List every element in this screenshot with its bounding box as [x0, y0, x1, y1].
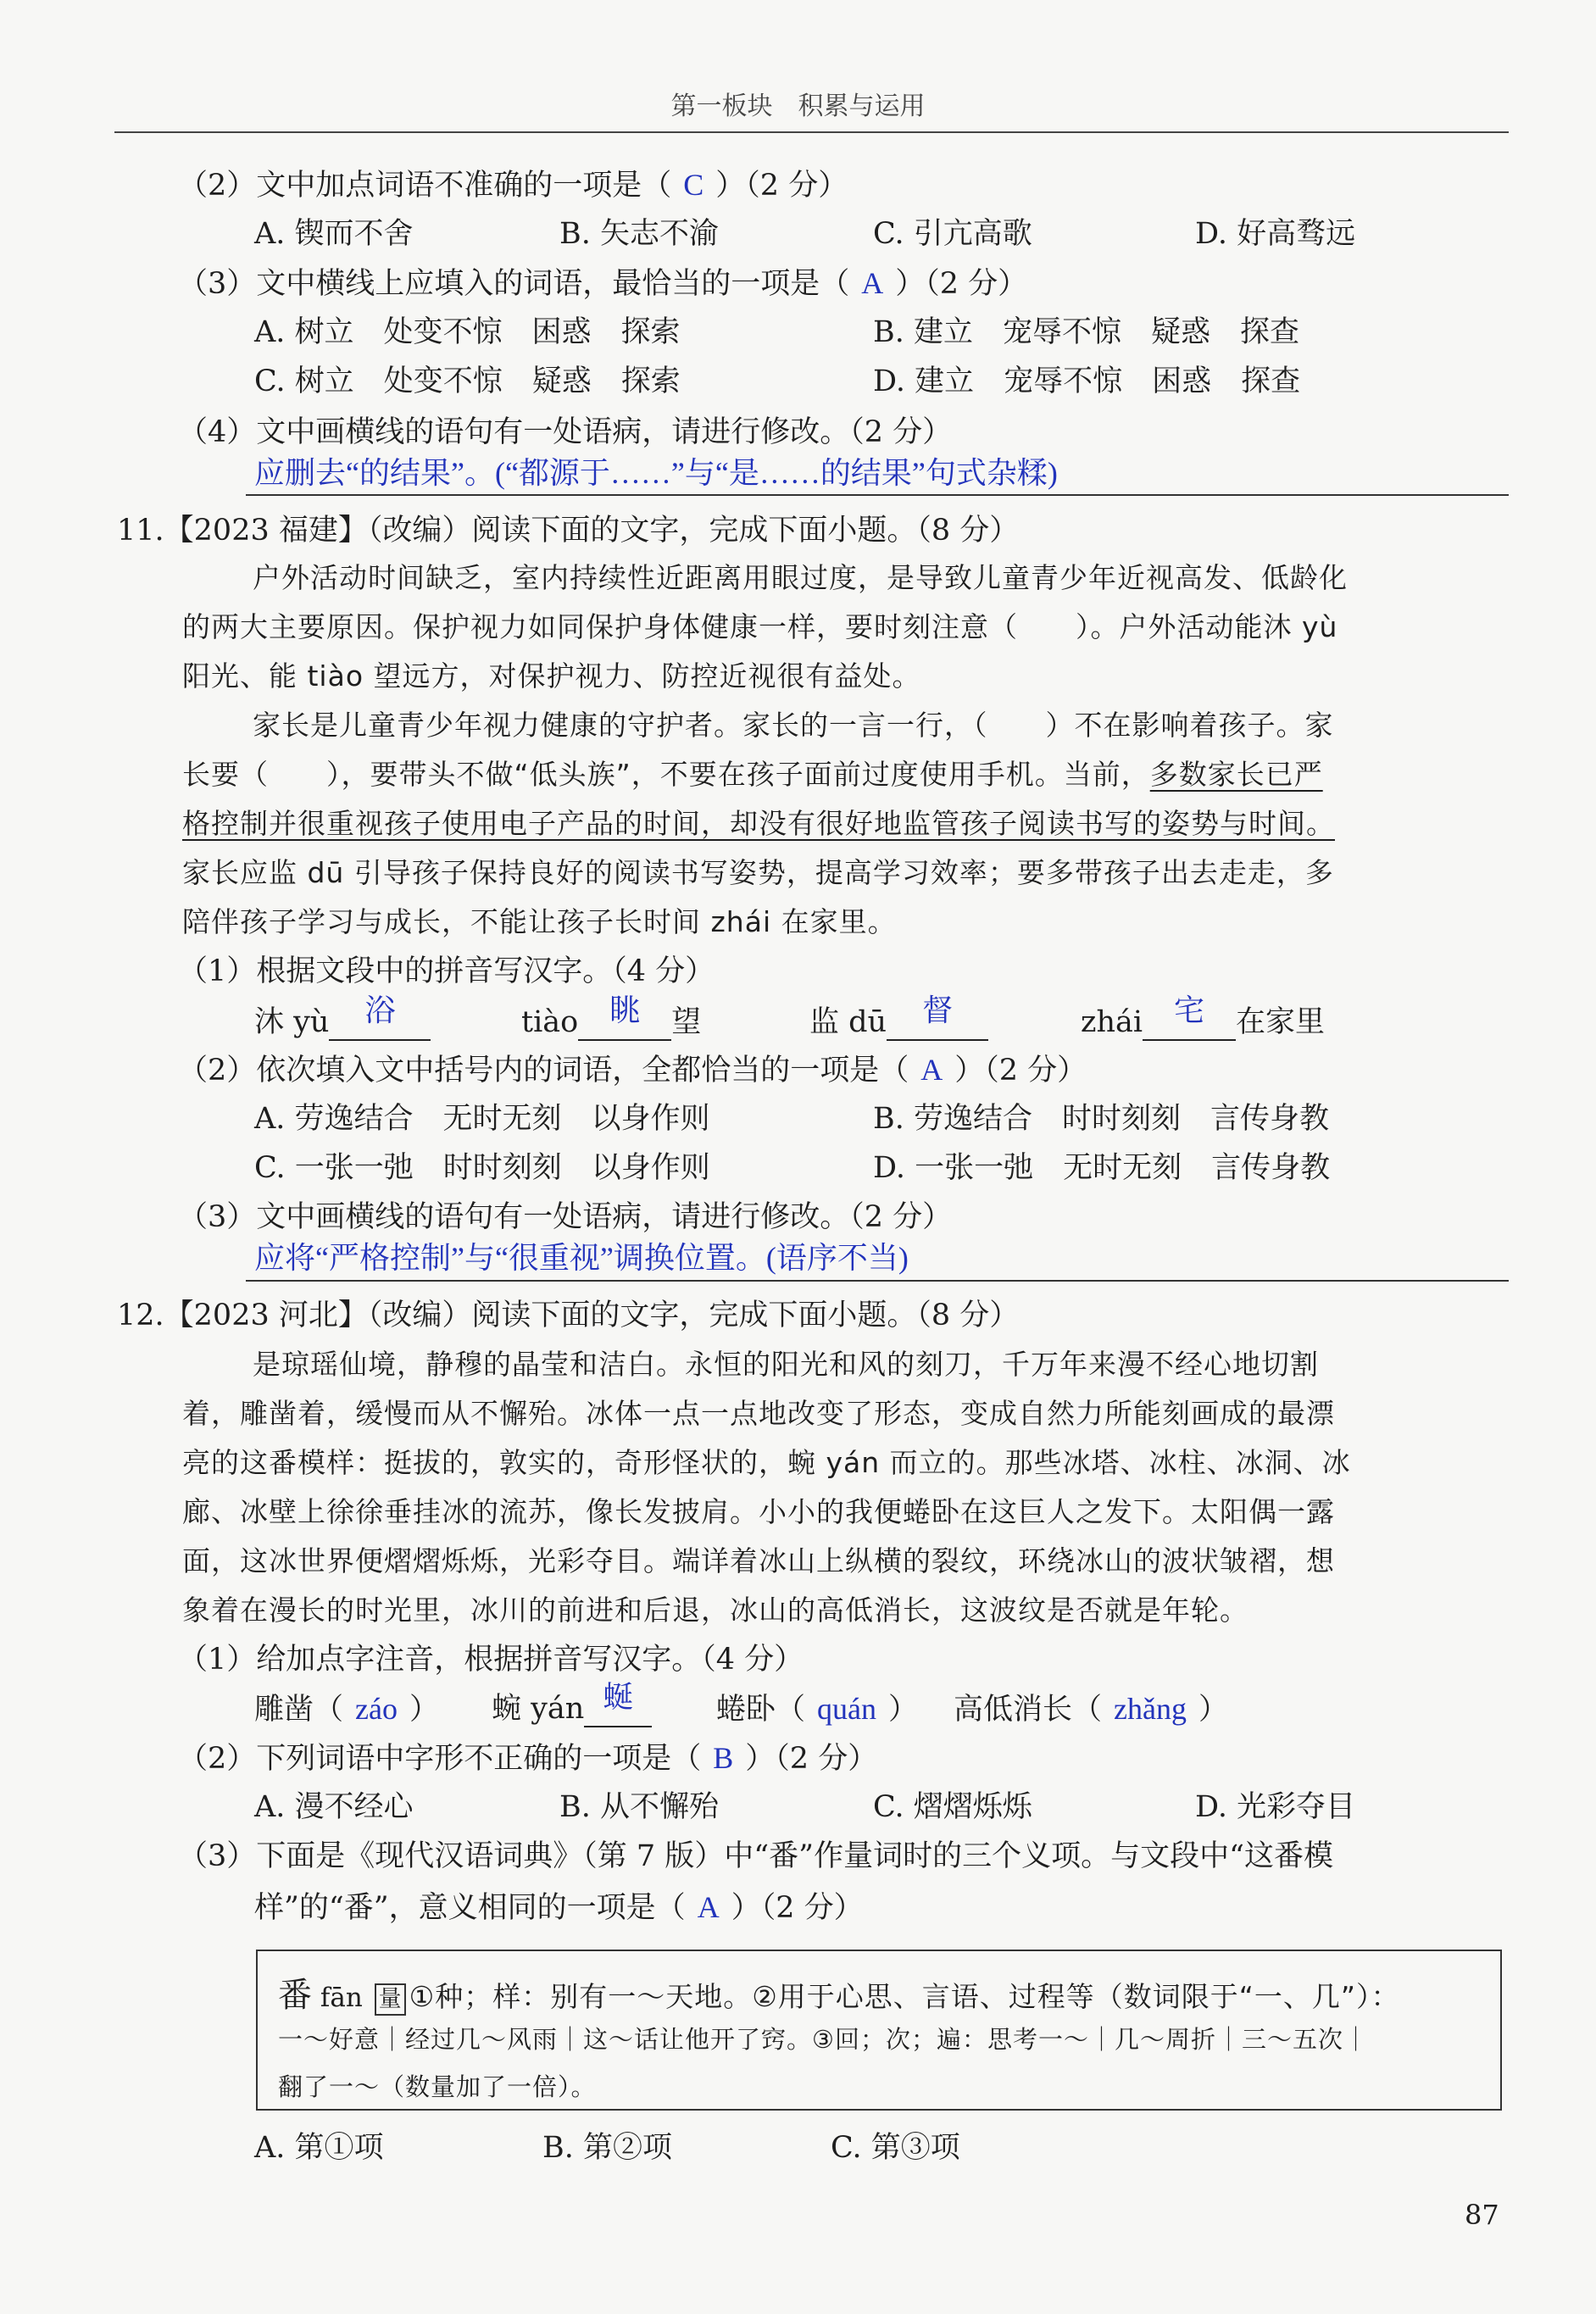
q12-1-answer-2: 蜒 [603, 1680, 634, 1714]
q11-title: 11.【2023 福建】（改编）阅读下面的文字，完成下面小题。（8 分） [117, 514, 1020, 548]
q11-1-stem: （1）根据文段中的拼音写汉字。（4 分） [178, 954, 715, 988]
q10-2-stem: （2）文中加点词语不准确的一项是（ C ）（2 分） [178, 168, 848, 203]
q10-3-option-a: A. 树立 处变不惊 困惑 探索 [254, 315, 681, 349]
q12-passage-line-6: 象着在漫长的时光里，冰川的前进和后退，冰山的高低消长，这波纹是否就是年轮。 [182, 1594, 1248, 1627]
q12-passage-line-1: 是琼瑶仙境，静穆的晶莹和洁白。永恒的阳光和风的刻刀，千万年来漫不经心地切割 [253, 1348, 1319, 1381]
q12-1-item-3: 蜷卧（ quán ） [716, 1692, 919, 1727]
dict-line-2: 一～好意｜经过几～风雨｜这～话让他开了窍。③回；次；遍：思考一～｜几～周折｜三～五次｜ [278, 2025, 1369, 2054]
q11-2-stem: （2）依次填入文中括号内的词语，全都恰当的一项是（ A ）（2 分） [178, 1053, 1087, 1087]
dict-headword: 番 [278, 1976, 312, 2015]
q11-passage-line-4: 家长是儿童青少年视力健康的守护者。家长的一言一行，（ ）不在影响着孩子。家 [253, 709, 1334, 742]
q11-1-item-1: 沐 yù 浴 [254, 1004, 431, 1041]
q11-2-option-a: A. 劳逸结合 无时无刻 以身作则 [254, 1102, 710, 1136]
q10-2-option-a: A. 锲而不舍 [254, 217, 414, 251]
q12-3-option-b: B. 第②项 [542, 2131, 672, 2165]
q11-passage-line-8: 陪伴孩子学习与成长，不能让孩子长时间 zhái 在家里。 [182, 905, 897, 938]
q10-4-answer: 应删去“的结果”。(“都源于……”与“是……的结果”句式杂糅) [254, 456, 1058, 490]
q12-title: 12.【2023 河北】（改编）阅读下面的文字，完成下面小题。（8 分） [117, 1299, 1020, 1332]
page-header: 第一板块 积累与运用 [670, 92, 926, 121]
q12-1-item-2: 蜿 yán 蜒 [492, 1690, 652, 1727]
q12-passage-line-5: 面，这冰世界便熠熠烁烁，光彩夺目。端详着冰山上纵横的裂纹，环绕冰山的波状皱褶，想 [182, 1544, 1335, 1577]
answer-rule [246, 494, 1509, 496]
q11-1-answer-4: 宅 [1174, 993, 1205, 1027]
q12-2-option-a: A. 漫不经心 [254, 1790, 414, 1824]
q10-2-option-b: B. 矢志不渝 [559, 217, 719, 251]
q11-3-stem: （3）文中画横线的语句有一处语病，请进行修改。（2 分） [178, 1200, 953, 1234]
answer-rule [246, 1280, 1509, 1282]
q10-3-option-d: D. 建立 宠辱不惊 困惑 探查 [873, 364, 1301, 398]
q12-1-answer-3: quán [817, 1692, 876, 1726]
q11-1-answer-1: 浴 [364, 993, 396, 1027]
q11-2-option-b: B. 劳逸结合 时时刻刻 言传身教 [873, 1102, 1329, 1136]
q10-2-answer: C [683, 168, 704, 202]
q12-1-item-1: 雕凿（ záo ） [254, 1692, 439, 1727]
dict-pinyin: fān [320, 1983, 363, 2013]
q11-passage-line-1: 户外活动时间缺乏，室内持续性近距离用眼过度，是导致儿童青少年近视高发、低龄化 [253, 561, 1348, 594]
q11-2-option-d: D. 一张一弛 无时无刻 言传身教 [873, 1151, 1331, 1185]
q11-1-answer-3: 督 [922, 993, 954, 1027]
dict-line-1: 番 fān 量 ①种；样：别有一～天地。②用于心思、言语、过程等（数词限于“一、几”）： [278, 1976, 1400, 2015]
q11-1-answer-2: 眺 [609, 993, 641, 1027]
q10-2-option-d: D. 好高骛远 [1195, 217, 1356, 251]
q12-passage-line-4: 廊、冰壁上徐徐垂挂冰的流苏，像长发披肩。小小的我便蜷卧在这巨人之发下。太阳偶一露 [182, 1495, 1335, 1528]
header-rule [114, 131, 1509, 133]
q12-3-option-c: C. 第③项 [831, 2131, 960, 2165]
q12-1-stem: （1）给加点字注音，根据拼音写汉字。（4 分） [178, 1643, 804, 1677]
dict-line-3: 翻了一～（数量加了一倍）。 [278, 2072, 597, 2101]
page-number: 87 [1465, 2199, 1499, 2231]
q12-3-stem-2: 样”的“番”，意义相同的一项是（ A ）（2 分） [254, 1890, 864, 1925]
q11-1-item-2: tiào 眺 望 [521, 993, 702, 1039]
q12-1-answer-4: zhǎng [1114, 1692, 1187, 1726]
q10-3-option-b: B. 建立 宠辱不惊 疑惑 探查 [873, 315, 1299, 349]
dictionary-entry-box [256, 1950, 1502, 2111]
q12-passage-line-2: 着，雕凿着，缓慢而从不懈殆。冰体一点一点地改变了形态，变成自然力所能刻画成的最漂 [182, 1397, 1335, 1430]
q11-passage-line-7: 家长应监 dū 引导孩子保持良好的阅读书写姿势，提高学习效率；要多带孩子出去走走，多 [182, 856, 1334, 889]
q11-passage-line-6: 格控制并很重视孩子使用电子产品的时间，却没有很好地监管孩子阅读书写的姿势与时间。 [182, 807, 1335, 840]
q11-1-item-4: zhái 宅 在家里 [1081, 993, 1326, 1039]
q12-2-answer: B [713, 1741, 734, 1775]
q10-4-stem: （4）文中画横线的语句有一处语病，请进行修改。（2 分） [178, 415, 953, 449]
q12-2-stem: （2）下列词语中字形不正确的一项是（ B ）（2 分） [178, 1741, 878, 1776]
q11-underlined-sentence: 多数家长已严 [1149, 758, 1323, 791]
q12-3-answer: A [697, 1890, 720, 1924]
dict-pos-tag: 量 [375, 1983, 406, 2016]
q10-3-answer: A [861, 266, 884, 300]
q11-3-answer: 应将“严格控制”与“很重视”调换位置。(语序不当) [254, 1241, 909, 1275]
q12-2-option-b: B. 从不懈殆 [559, 1790, 719, 1824]
q11-passage-line-2: 的两大主要原因。保护视力如同保护身体健康一样，要时刻注意（ ）。户外活动能沐 yù [182, 610, 1338, 643]
q12-3-option-a: A. 第①项 [254, 2131, 384, 2165]
q12-1-item-4: 高低消长（ zhǎng ） [954, 1692, 1228, 1727]
q12-2-option-d: D. 光彩夺目 [1195, 1790, 1356, 1824]
q11-1-item-3: 监 dū 督 [809, 1004, 988, 1041]
q10-2-option-c: C. 引亢高歌 [873, 217, 1032, 251]
q12-2-option-c: C. 熠熠烁烁 [873, 1790, 1032, 1824]
q10-3-option-c: C. 树立 处变不惊 疑惑 探索 [254, 364, 681, 398]
q11-passage-line-5: 长要（ ），要带头不做“低头族”，不要在孩子面前过度使用手机。当前，多数家长已严 [182, 758, 1323, 791]
q11-2-option-c: C. 一张一弛 时时刻刻 以身作则 [254, 1151, 710, 1185]
q12-1-answer-1: záo [355, 1692, 398, 1726]
q11-passage-line-3: 阳光、能 tiào 望远方，对保护视力、防控近视很有益处。 [182, 659, 921, 693]
q11-2-answer: A [920, 1053, 943, 1087]
q12-3-stem-1: （3）下面是《现代汉语词典》（第 7 版）中“番”作量词时的三个义项。与文段中“这番模 [178, 1839, 1333, 1873]
q12-passage-line-3: 亮的这番模样：挺拔的，敦实的，奇形怪状的，蜿 yán 而立的。那些冰塔、冰柱、冰洞、冰 [182, 1446, 1351, 1479]
q10-3-stem: （3）文中横线上应填入的词语，最恰当的一项是（ A ）（2 分） [178, 266, 1028, 301]
